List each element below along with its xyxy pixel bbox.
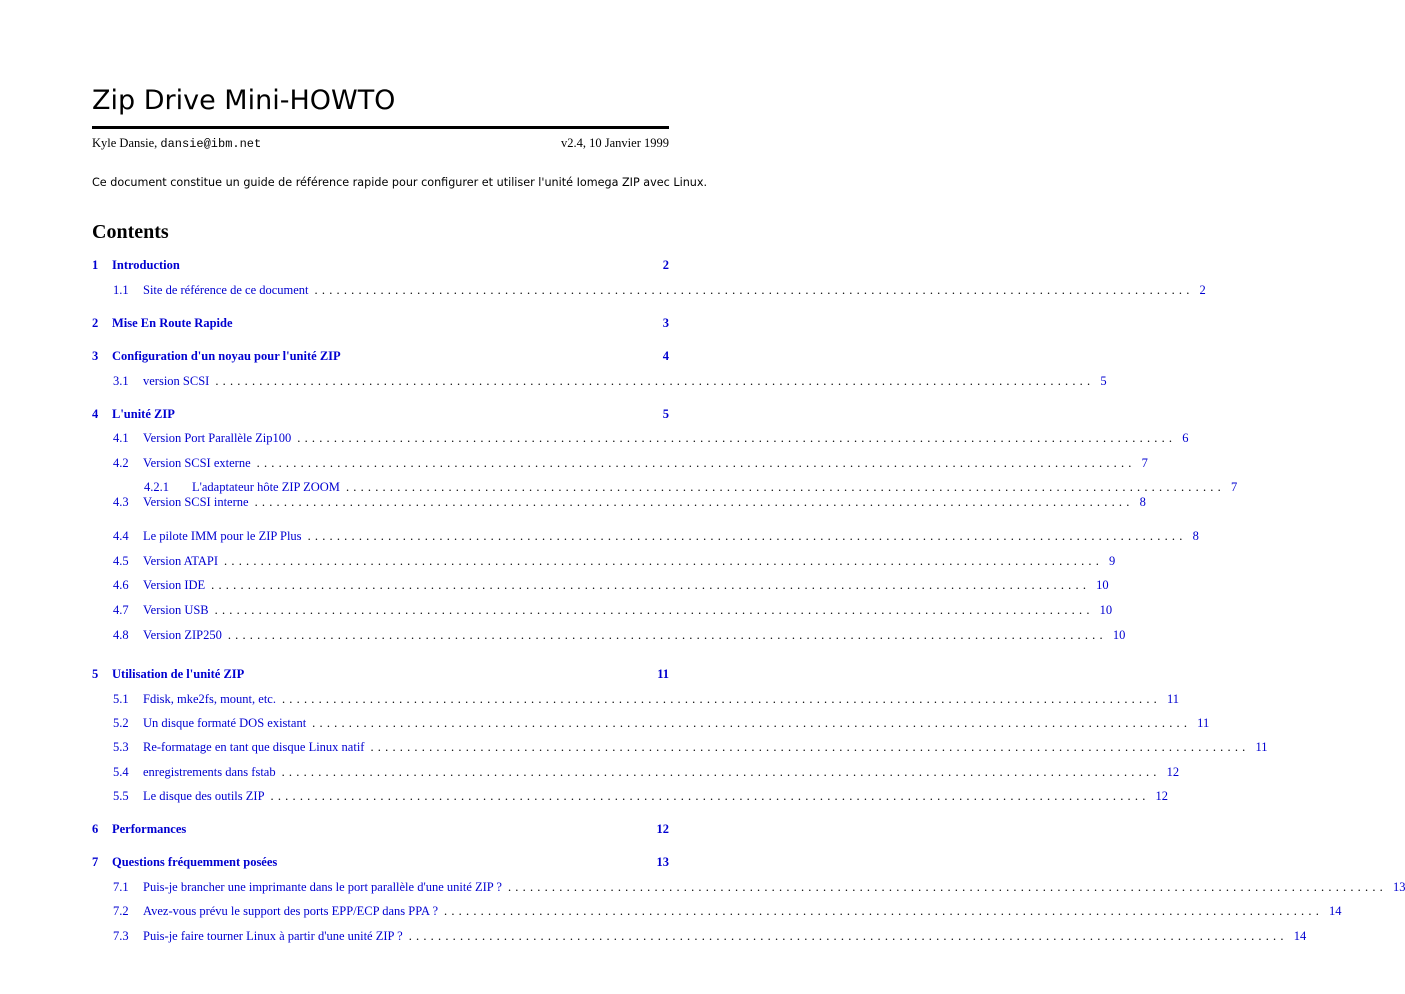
toc-leader-dots: ........................................................................................................................ bbox=[281, 692, 1161, 706]
toc-page-number: 7 bbox=[1230, 480, 1238, 494]
toc-section[interactable] bbox=[92, 665, 669, 683]
toc-label: Version ATAPI bbox=[143, 554, 219, 568]
toc-label: Version USB bbox=[143, 603, 209, 617]
toc-subsection[interactable] bbox=[92, 601, 1113, 619]
toc-number: 3.1 bbox=[113, 374, 129, 388]
version-date: v2.4, 10 Janvier 1999 bbox=[561, 136, 669, 150]
toc-subsection[interactable] bbox=[92, 763, 1180, 781]
toc-label: Configuration d'un noyau pour l'unité ZIP bbox=[112, 349, 341, 363]
toc-subsection[interactable] bbox=[92, 372, 1107, 390]
toc-number: 3 bbox=[92, 349, 99, 363]
toc-page-number: 10 bbox=[1112, 628, 1126, 642]
toc-page-number: 3 bbox=[662, 316, 669, 330]
contents-heading: Contents bbox=[92, 221, 169, 243]
toc-number: 7 bbox=[92, 855, 99, 869]
toc-label: Le disque des outils ZIP bbox=[143, 789, 265, 803]
toc-number: 2 bbox=[92, 316, 99, 330]
toc-label: Le pilote IMM pour le ZIP Plus bbox=[143, 529, 302, 543]
toc-number: 5.5 bbox=[113, 789, 129, 803]
toc-label: Puis-je brancher une imprimante dans le port parallèle d'une unité ZIP ? bbox=[143, 880, 502, 894]
toc-subsection[interactable] bbox=[92, 527, 1199, 545]
toc-subsection[interactable] bbox=[92, 576, 1109, 594]
toc-subsection[interactable] bbox=[92, 878, 1405, 896]
toc-section[interactable] bbox=[92, 347, 669, 365]
toc-section[interactable] bbox=[92, 820, 669, 838]
toc-page-number: 11 bbox=[1197, 716, 1210, 730]
toc-label: enregistrements dans fstab bbox=[143, 765, 276, 779]
toc-number: 5.3 bbox=[113, 740, 129, 754]
toc-leader-dots: ........................................................................................................................ bbox=[254, 495, 1134, 509]
toc-page-number: 7 bbox=[1141, 456, 1148, 470]
toc-label: Version Port Parallèle Zip100 bbox=[143, 431, 292, 445]
toc-page-number: 5 bbox=[662, 407, 669, 421]
toc-number: 4.8 bbox=[113, 628, 129, 642]
toc-page-number: 11 bbox=[1166, 692, 1180, 706]
toc-page-number: 10 bbox=[1099, 603, 1113, 617]
toc-subsection[interactable] bbox=[92, 738, 1268, 756]
toc-leader-dots: ........................................................................................................................ bbox=[256, 456, 1136, 470]
toc-number: 5.2 bbox=[113, 716, 129, 730]
toc-subsection[interactable] bbox=[92, 493, 1146, 511]
toc-label: Un disque formaté DOS existant bbox=[143, 716, 307, 730]
toc-subsection[interactable] bbox=[92, 902, 1342, 920]
toc-subsection[interactable] bbox=[92, 429, 1189, 447]
toc-number: 4.7 bbox=[113, 603, 129, 617]
toc-number: 5.4 bbox=[113, 765, 129, 779]
toc-label: Puis-je faire tourner Linux à partir d'une unité ZIP ? bbox=[143, 929, 403, 943]
toc-number: 4.4 bbox=[113, 529, 129, 543]
toc-page-number: 12 bbox=[656, 822, 669, 836]
toc-label: Mise En Route Rapide bbox=[112, 316, 233, 330]
toc-leader-dots: ........................................................................................................................ bbox=[370, 740, 1250, 754]
toc-page-number: 4 bbox=[662, 349, 669, 363]
toc-subsection[interactable] bbox=[92, 714, 1210, 732]
toc-number: 4 bbox=[92, 407, 99, 421]
author-line bbox=[92, 134, 261, 153]
toc-page-number: 12 bbox=[1155, 789, 1169, 803]
toc-leader-dots: ........................................................................................................................ bbox=[227, 628, 1107, 642]
toc-leader-dots: ........................................................................................................................ bbox=[214, 603, 1094, 617]
toc-number: 1 bbox=[92, 258, 99, 272]
toc-leader-dots: ........................................................................................................................ bbox=[507, 880, 1387, 894]
toc-number: 6 bbox=[92, 822, 99, 836]
toc-number: 4.5 bbox=[113, 554, 129, 568]
toc-label: L'unité ZIP bbox=[112, 407, 175, 421]
toc-label: Re-formatage en tant que disque Linux natif bbox=[143, 740, 365, 754]
toc-number: 7.3 bbox=[113, 929, 129, 943]
toc-section[interactable] bbox=[92, 256, 669, 274]
toc-subsection[interactable] bbox=[92, 690, 1180, 708]
toc-number: 7.2 bbox=[113, 904, 129, 918]
toc-page-number: 14 bbox=[1293, 929, 1307, 943]
toc-label: Site de référence de ce document bbox=[143, 283, 309, 297]
author-name: Kyle Dansie, bbox=[92, 136, 158, 150]
toc-section[interactable] bbox=[92, 405, 669, 423]
toc-subsection[interactable] bbox=[92, 454, 1148, 472]
toc-label: Version SCSI externe bbox=[143, 456, 251, 470]
toc-label: Performances bbox=[112, 822, 187, 836]
toc-page-number: 9 bbox=[1109, 554, 1116, 568]
toc-number: 5.1 bbox=[113, 692, 129, 706]
toc-leader-dots: ........................................................................................................................ bbox=[314, 283, 1194, 297]
toc-subsection[interactable] bbox=[92, 787, 1169, 805]
toc-label: version SCSI bbox=[143, 374, 210, 388]
toc-section[interactable] bbox=[92, 853, 669, 871]
toc-leader-dots: ........................................................................................................................ bbox=[215, 374, 1095, 388]
toc-number: 4.1 bbox=[113, 431, 129, 445]
toc-section[interactable] bbox=[92, 314, 669, 332]
toc-leader-dots: ........................................................................................................................ bbox=[312, 716, 1192, 730]
toc-leader-dots: ........................................................................................................................ bbox=[211, 578, 1091, 592]
toc-page-number: 2 bbox=[662, 258, 669, 272]
toc-page-number: 6 bbox=[1182, 431, 1189, 445]
toc-label: Avez-vous prévu le support des ports EPP/ECP dans PPA ? bbox=[143, 904, 439, 918]
toc-label: Questions fréquemment posées bbox=[112, 855, 278, 869]
toc-page-number: 8 bbox=[1192, 529, 1199, 543]
author-email: dansie@ibm.net bbox=[160, 137, 262, 151]
toc-label: Version SCSI interne bbox=[143, 495, 249, 509]
toc-subsection[interactable] bbox=[92, 281, 1206, 299]
toc-number: 4.2 bbox=[113, 456, 129, 470]
toc-label: Utilisation de l'unité ZIP bbox=[112, 667, 245, 681]
toc-leader-dots: ........................................................................................................................ bbox=[345, 480, 1225, 494]
toc-label: L'adaptateur hôte ZIP ZOOM bbox=[192, 480, 340, 494]
toc-leader-dots: ........................................................................................................................ bbox=[444, 904, 1324, 918]
toc-label: Fdisk, mke2fs, mount, etc. bbox=[143, 692, 276, 706]
toc-number: 1.1 bbox=[113, 283, 129, 297]
toc-subsection[interactable] bbox=[92, 552, 1116, 570]
toc-subsection[interactable] bbox=[92, 927, 1307, 945]
toc-page-number: 13 bbox=[656, 855, 669, 869]
toc-number: 4.3 bbox=[113, 495, 129, 509]
toc-page-number: 13 bbox=[1392, 880, 1405, 894]
toc-label: Version ZIP250 bbox=[143, 628, 222, 642]
toc-leader-dots: ........................................................................................................................ bbox=[408, 929, 1288, 943]
abstract: Ce document constitue un guide de référence rapide pour configurer et utiliser l'unité Iomega ZIP avec Linux. bbox=[92, 176, 708, 189]
toc-page-number: 11 bbox=[657, 667, 669, 681]
toc-leader-dots: ........................................................................................................................ bbox=[307, 529, 1187, 543]
toc-number: 4.2.1 bbox=[144, 480, 169, 494]
toc-leader-dots: ........................................................................................................................ bbox=[281, 765, 1161, 779]
toc-number: 4.6 bbox=[113, 578, 129, 592]
toc-leader-dots: ........................................................................................................................ bbox=[270, 789, 1150, 803]
toc-page-number: 10 bbox=[1096, 578, 1109, 592]
document-title: Zip Drive Mini-HOWTO bbox=[92, 85, 396, 116]
toc-page-number: 5 bbox=[1100, 374, 1107, 388]
toc-leader-dots: ........................................................................................................................ bbox=[224, 554, 1104, 568]
toc-page-number: 2 bbox=[1199, 283, 1206, 297]
toc-page-number: 14 bbox=[1329, 904, 1342, 918]
toc-number: 5 bbox=[92, 667, 99, 681]
toc-label: Version IDE bbox=[143, 578, 206, 592]
toc-page-number: 8 bbox=[1139, 495, 1146, 509]
toc-label: Introduction bbox=[112, 258, 180, 272]
title-rule bbox=[92, 126, 669, 129]
toc-page-number: 11 bbox=[1255, 740, 1268, 754]
toc-page-number: 12 bbox=[1166, 765, 1180, 779]
toc-number: 7.1 bbox=[113, 880, 129, 894]
toc-subsection[interactable] bbox=[92, 626, 1126, 644]
toc-leader-dots: ........................................................................................................................ bbox=[297, 431, 1177, 445]
